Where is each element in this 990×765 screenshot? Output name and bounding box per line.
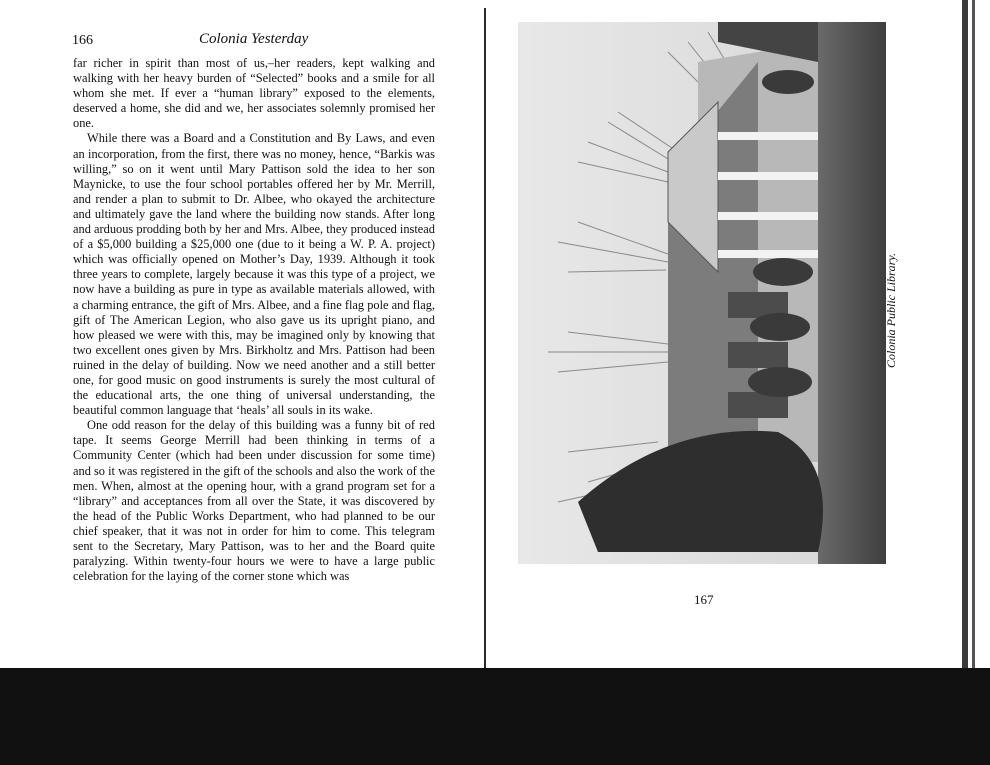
paragraph-2: While there was a Board and a Constitution and By Laws, and even an incorporation, from the first, there was no money, hence, “Barkis was willing,” so on it went until Mary Pattison sold the idea to her son Maynicke, to use the four school portables offered her by Mr. Merrill, and render a plan to submit to Dr. Albee, who okayed the architecture and ultimately gave the land where the building now stands. After long and arduous prodding both by her and Mrs. Albee, they produced instead of a $5,000 building a $25,000 one (due to it being a W. P. A. project) which was officially opened on Mother’s Day, 1939. Although it took three years to complete, largely because it was this type of a project, we now have a building as pure in type as available materials allowed, with a charming entrance, the gift of Mrs. Albee, and a fine flag pole and flag, gift of The American Legion, who also gave us its upright piano, and how pleased we were with this, may be imagined only by knowing that two excellent ones given by Mrs. Birkholtz and Mrs. Pattison had been ruined in the delay of building. Now we need another and a still better one, for good music on good instruments is surely the most cultural of the educational arts, the one thing of universal understanding, the beautiful common language that ‘heals’ all souls in its wake. (73, 131, 435, 418)
scan-shadow (0, 668, 990, 765)
page-number-right: 167 (694, 592, 714, 607)
paragraph-3: One odd reason for the delay of this building was a funny bit of red tape. It seems George Merrill had been thinking in terms of a Community Center (which had been under discussion for some time) and so it was registered in the gift of the schools and also the work of the men. When, almost at the opening hour, with a grand program set for a “library” and acceptances from all over the State, it was discovered by the head of the Public Works Department, who had planned to be our chief speaker, that it was not in order for him to come. This telegram sent to the Secretary, Mary Pattison, was to her and the Board quite paralyzing. Within twenty-four hours we were to have a large public celebration for the laying of the corner stone which was (73, 418, 435, 584)
page-edge-2 (972, 0, 975, 668)
body-text (73, 56, 435, 584)
caption-container (884, 250, 904, 370)
paragraph-1: far richer in spirit than most of us,–her readers, kept walking and walking with her heavy burden of “Selected” books and a smile for all whom she met. If ever a “human library” exposed to the elements, deserved a home, she did and we, her associates solemnly promised her one. (73, 56, 435, 131)
photo-caption: Colonia Public Library. (884, 252, 898, 368)
lawn (818, 22, 886, 564)
library-photo (518, 22, 886, 564)
windows (728, 292, 788, 418)
page-edge (962, 0, 968, 668)
left-page (0, 0, 484, 668)
page-number-left: 166 (72, 33, 93, 48)
running-head: Colonia Yesterday (199, 31, 309, 47)
